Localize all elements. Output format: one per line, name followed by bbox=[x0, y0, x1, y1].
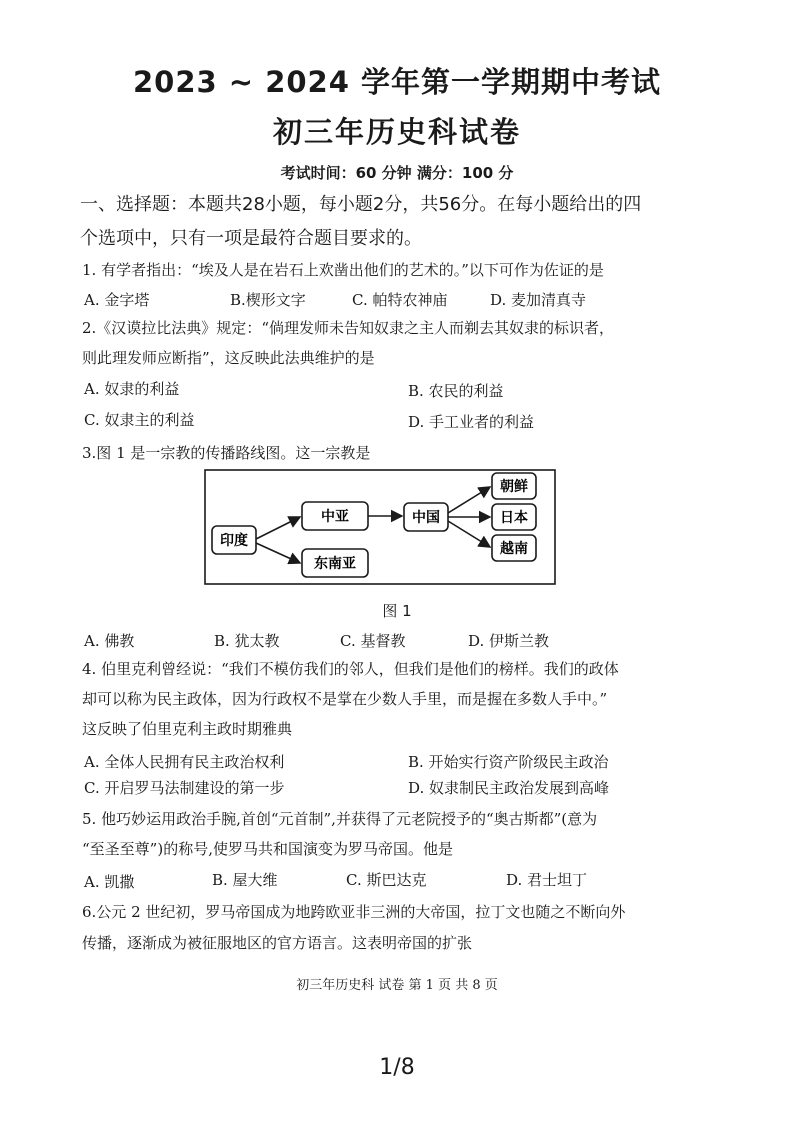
node-vietnam bbox=[492, 535, 536, 561]
section-heading-line1: 一、选择题：本题共28小题，每小题2分，共56分。在每小题给出的四 bbox=[80, 194, 642, 215]
question-1-option-d: D. 麦加清真寺 bbox=[490, 291, 587, 309]
question-4-stem-line3: 这反映了伯里克利主政时期雅典 bbox=[82, 720, 293, 738]
svg-text:东南亚: 东南亚 bbox=[314, 556, 356, 572]
node-korea bbox=[492, 473, 536, 499]
spread-route-diagram bbox=[204, 469, 556, 585]
node-japan bbox=[492, 504, 536, 530]
question-1-option-a: A. 金字塔 bbox=[84, 291, 150, 309]
svg-text:越南: 越南 bbox=[500, 541, 528, 557]
question-3-option-b: B. 犹太教 bbox=[214, 632, 280, 650]
question-1-option-b: B.楔形文字 bbox=[230, 291, 306, 309]
question-2-option-b: B. 农民的利益 bbox=[408, 382, 504, 400]
question-4-stem-line1: 4. 伯里克利曾经说：“我们不模仿我们的邻人，但我们是他们的榜样。我们的政体 bbox=[82, 660, 619, 678]
svg-text:中国: 中国 bbox=[412, 510, 440, 526]
question-1-option-c: C. 帕特农神庙 bbox=[352, 291, 448, 309]
question-6-stem-line1: 6.公元 2 世纪初，罗马帝国成为地跨欧亚非三洲的大帝国，拉丁文也随之不断向外 bbox=[82, 903, 626, 921]
figure-caption: 图 1 bbox=[382, 602, 412, 620]
page-footer: 初三年历史科 试卷 第 1 页 共 8 页 bbox=[296, 978, 498, 993]
section-heading-line2: 个选项中，只有一项是最符合题目要求的。 bbox=[80, 228, 422, 249]
arrow-china-to-korea bbox=[448, 487, 490, 513]
question-3-option-c: C. 基督教 bbox=[340, 632, 406, 650]
question-4-option-c: C. 开启罗马法制建设的第一步 bbox=[84, 779, 285, 797]
question-5-option-d: D. 君士坦丁 bbox=[506, 871, 588, 889]
question-3-option-d: D. 伊斯兰教 bbox=[468, 632, 550, 650]
question-1-stem: 1. 有学者指出：“埃及人是在岩石上欢凿出他们的艺术的。”以下可作为佐证的是 bbox=[82, 261, 604, 279]
question-3-stem: 3.图 1 是一宗教的传播路线图。这一宗教是 bbox=[82, 444, 371, 462]
question-5-option-c: C. 斯巴达克 bbox=[346, 871, 427, 889]
node-china bbox=[404, 503, 448, 531]
question-2-option-a: A. 奴隶的利益 bbox=[84, 380, 180, 398]
exam-subtitle: 初三年历史科试卷 bbox=[272, 115, 521, 149]
exam-info: 考试时间：60 分钟 满分：100 分 bbox=[280, 164, 514, 182]
question-2-option-d: D. 手工业者的利益 bbox=[408, 413, 535, 431]
question-5-option-b: B. 屋大维 bbox=[212, 871, 278, 889]
arrow-india-to-central-asia bbox=[256, 517, 300, 539]
question-4-stem-line2: 却可以称为民主政体，因为行政权不是掌在少数人手里，而是握在多数人手中。” bbox=[82, 690, 608, 708]
question-5-option-a: A. 凯撒 bbox=[84, 873, 135, 891]
question-5-stem-line1: 5. 他巧妙运用政治手腕,首创“元首制”,并获得了元老院授予的“奥古斯都”(意为 bbox=[82, 810, 598, 828]
svg-text:中亚: 中亚 bbox=[321, 509, 349, 525]
question-5-stem-line2: “至圣至尊”)的称号,使罗马共和国演变为罗马帝国。他是 bbox=[82, 840, 453, 858]
question-4-option-a: A. 全体人民拥有民主政治权利 bbox=[84, 753, 285, 771]
node-southeast-asia bbox=[302, 549, 368, 577]
arrow-china-to-vietnam bbox=[448, 521, 490, 547]
page-indicator: 1/8 bbox=[379, 1055, 415, 1080]
svg-text:日本: 日本 bbox=[500, 510, 528, 526]
svg-text:朝鲜: 朝鲜 bbox=[500, 479, 528, 495]
question-2-option-c: C. 奴隶主的利益 bbox=[84, 411, 195, 429]
svg-text:印度: 印度 bbox=[220, 533, 248, 549]
question-3-option-a: A. 佛教 bbox=[84, 632, 135, 650]
question-4-option-b: B. 开始实行资产阶级民主政治 bbox=[408, 753, 609, 771]
question-2-stem-line2: 则此理发师应断指”，这反映此法典维护的是 bbox=[82, 349, 375, 367]
exam-title: 2023 ~ 2024 学年第一学期期中考试 bbox=[132, 65, 661, 99]
question-4-option-d: D. 奴隶制民主政治发展到高峰 bbox=[408, 779, 610, 797]
node-central-asia bbox=[302, 502, 368, 530]
node-india bbox=[212, 526, 256, 554]
arrow-india-to-southeast-asia bbox=[256, 543, 300, 563]
question-2-stem-line1: 2.《汉谟拉比法典》规定：“倘理发师未告知奴隶之主人而剃去其奴隶的标识者， bbox=[82, 319, 614, 337]
question-6-stem-line2: 传播，逐渐成为被征服地区的官方语言。这表明帝国的扩张 bbox=[82, 934, 473, 952]
